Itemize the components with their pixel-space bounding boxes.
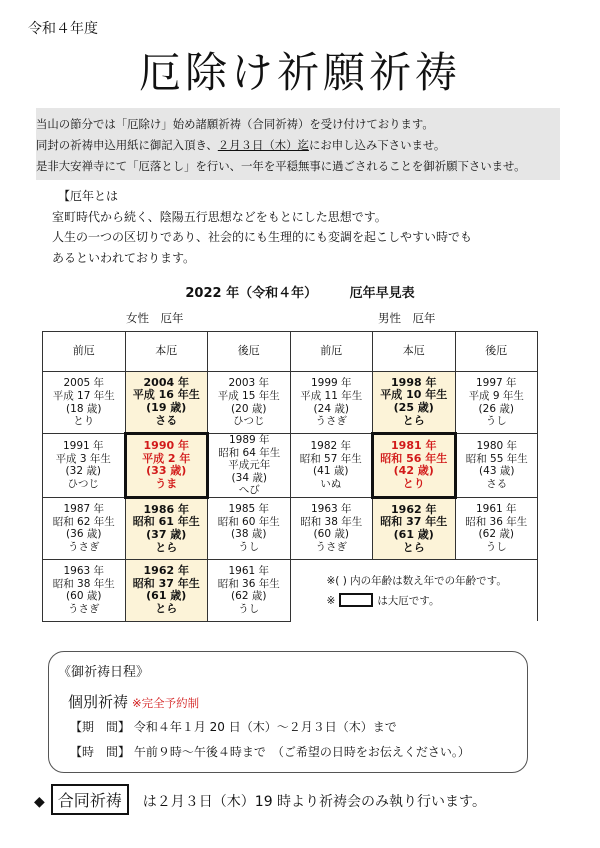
kobetsu-label: 個別祈祷	[68, 693, 129, 711]
year-cell-line: 1961 年	[228, 565, 270, 578]
year-cell-line: (19 歳)	[146, 401, 187, 414]
taiyaku-box-sample	[339, 593, 373, 607]
period-row	[70, 718, 397, 735]
table-header-cell: 本厄	[373, 332, 456, 372]
year-cell	[125, 559, 208, 621]
year-cell-line: (43 歳)	[479, 465, 515, 478]
intro-line-2a: 同封の祈祷申込用紙に御記入頂き、	[36, 138, 218, 152]
table-row	[43, 434, 538, 498]
year-cell	[43, 372, 126, 434]
year-cell-line: 1986 年	[143, 502, 189, 516]
year-cell-line: 1980 年	[476, 440, 518, 453]
table-header-cell: 前厄	[43, 332, 126, 372]
note-taiyaku-text: は大厄です。	[377, 594, 440, 607]
year-cell-line: 1990 年	[143, 439, 189, 453]
year-cell-line: うさぎ	[315, 541, 347, 554]
table-notes	[290, 559, 538, 621]
year-cell-line: (25 歳)	[393, 401, 434, 414]
year-cell	[290, 372, 373, 434]
time-label: 【時 間】	[70, 745, 131, 759]
year-cell-line: うし	[485, 415, 507, 428]
year-cell-line: (62 歳)	[478, 528, 514, 541]
year-cell-line: とり	[402, 477, 425, 491]
period-label: 【期 間】	[70, 720, 131, 734]
year-cell-line: とら	[402, 540, 425, 554]
deadline-text: ２月３日（木）迄	[217, 138, 309, 152]
year-cell	[455, 497, 538, 559]
note-age: ※( ) 内の年齢は数え年での年齢です。	[326, 574, 507, 587]
year-cell-line: 平成 3 年生	[55, 452, 111, 465]
page-title: 厄除け祈願祈祷	[138, 48, 461, 97]
year-cell-line: 1962 年	[391, 502, 437, 516]
year-cell-line: 平成 9 年生	[468, 389, 524, 402]
year-cell-line: 平成 11 年生	[300, 389, 363, 402]
year-cell	[125, 434, 208, 498]
table-header-cell: 後厄	[208, 332, 291, 372]
year-cell-line: 2005 年	[63, 377, 105, 390]
female-group-label: 女性 厄年	[126, 311, 184, 325]
godo-label: 合同祈祷	[51, 784, 129, 815]
year-cell-line: (41 歳)	[313, 465, 349, 478]
year-cell-line: ひつじ	[67, 478, 99, 491]
table-title-label: 厄年早見表	[349, 286, 415, 301]
year-cell-line: 1997 年	[475, 377, 517, 390]
year-cell-line: 昭和 55 年生	[465, 452, 528, 465]
diamond-icon: ◆	[34, 794, 45, 810]
era-label: 令和４年度	[28, 21, 98, 37]
yakudoshi-table	[42, 331, 538, 622]
year-cell-line: 1963 年	[310, 503, 352, 516]
year-cell-line: 昭和 56 年生	[380, 451, 448, 465]
year-cell	[208, 497, 291, 559]
year-cell-line: とら	[155, 602, 178, 616]
year-cell-line: 平成元年	[228, 459, 271, 472]
year-cell-line: 昭和 62 年生	[52, 515, 115, 528]
year-cell-line: いぬ	[320, 478, 342, 491]
year-cell-line: ひつじ	[233, 415, 265, 428]
year-cell	[125, 372, 208, 434]
year-cell-line: うさぎ	[68, 603, 100, 616]
year-cell	[43, 434, 126, 498]
year-cell	[373, 372, 456, 434]
intro-line-1: 当山の節分では「厄除け」始め諸願祈祷（合同祈祷）を受け付けております。	[36, 117, 434, 131]
time-row	[70, 743, 470, 760]
year-cell-line: (32 歳)	[65, 465, 101, 478]
year-cell-line: とり	[73, 415, 95, 428]
year-cell-line: 1962 年	[143, 564, 189, 578]
year-cell	[125, 497, 208, 559]
year-cell-line: 昭和 37 年生	[132, 576, 200, 590]
schedule-title: 《御祈祷日程》	[58, 665, 150, 680]
year-cell-line: 昭和 38 年生	[52, 577, 115, 590]
kobetsu-heading	[68, 691, 199, 712]
year-cell-line: 昭和 36 年生	[465, 515, 528, 528]
year-cell-line: (34 歳)	[231, 471, 267, 484]
table-header-cell: 後厄	[455, 332, 538, 372]
year-cell-line: 昭和 57 年生	[299, 452, 362, 465]
table-row	[43, 559, 538, 621]
year-cell	[455, 372, 538, 434]
year-cell	[373, 434, 456, 498]
year-cell-line: 1961 年	[475, 503, 517, 516]
year-cell-line: (60 歳)	[66, 590, 102, 603]
year-cell-line: 平成 2 年	[142, 451, 191, 465]
table-header-row	[43, 332, 538, 372]
year-cell-line: 昭和 37 年生	[380, 515, 448, 529]
note-taiyaku-mark: ※	[326, 594, 336, 607]
year-cell-line: (33 歳)	[146, 464, 187, 478]
year-cell	[208, 559, 291, 621]
year-cell	[208, 434, 291, 498]
year-cell	[373, 497, 456, 559]
year-cell-line: (18 歳)	[66, 402, 102, 415]
year-cell-line: 昭和 64 年生	[218, 446, 281, 459]
intro-box	[36, 108, 560, 180]
year-cell-line: (61 歳)	[146, 589, 187, 603]
year-cell	[208, 372, 291, 434]
year-cell-line: (37 歳)	[146, 527, 187, 541]
year-cell-line: うし	[238, 603, 260, 616]
note-taiyaku	[327, 591, 538, 611]
year-cell-line: 1991 年	[62, 440, 104, 453]
year-cell-line: (36 歳)	[66, 528, 102, 541]
year-cell-line: 2004 年	[143, 375, 189, 389]
year-cell-line: さる	[486, 478, 508, 491]
year-cell	[455, 434, 538, 498]
definition-line-2: 人生の一つの区切りであり、社会的にも生理的にも変調を起こしやすい時でも	[52, 230, 473, 244]
intro-line-3: 是非大安禅寺にて「厄落とし」を行い、一年を平穏無事に過ごされることを御祈願下さいませ。	[36, 159, 526, 173]
year-cell	[290, 434, 373, 498]
year-cell-line: 1998 年	[391, 375, 437, 389]
year-cell-line: (60 歳)	[313, 528, 349, 541]
definition-line-1: 室町時代から続く、陰陽五行思想などをもとにした思想です。	[52, 209, 387, 224]
year-cell-line: 1987 年	[63, 503, 105, 516]
year-cell-line: 昭和 60 年生	[217, 515, 280, 528]
year-cell-line: (26 歳)	[478, 402, 514, 415]
year-cell-line: 1985 年	[228, 503, 270, 516]
year-cell-line: 2003 年	[228, 377, 270, 390]
year-cell-line: 昭和 36 年生	[217, 577, 280, 590]
year-cell-line: うま	[155, 477, 178, 491]
table-title	[0, 282, 600, 301]
year-cell-line: (62 歳)	[231, 590, 267, 603]
reservation-note: ※完全予約制	[132, 696, 200, 710]
year-cell-line: 1981 年	[391, 439, 437, 453]
year-cell-line: 1982 年	[310, 440, 352, 453]
year-cell-line: (38 歳)	[231, 528, 267, 541]
table-row	[43, 372, 538, 434]
year-cell-line: (20 歳)	[231, 402, 267, 415]
time-value: 午前９時～午後４時まで （ご希望の日時をお伝えください。）	[133, 745, 470, 759]
year-cell	[43, 559, 126, 621]
year-cell-line: (24 歳)	[313, 402, 349, 415]
godo-line	[34, 784, 486, 815]
table-row	[43, 497, 538, 559]
year-cell-line: うさぎ	[68, 541, 100, 554]
year-cell-line: へび	[238, 484, 260, 497]
definition-heading: 【厄年とは	[58, 189, 119, 203]
year-cell-line: 平成 10 年生	[380, 388, 448, 402]
year-cell-line: (61 歳)	[393, 527, 434, 541]
year-cell-line: (42 歳)	[393, 464, 434, 478]
year-cell-line: 1999 年	[310, 377, 352, 390]
table-title-year: 2022 年（令和４年）	[185, 286, 318, 301]
definition-line-3: あるといわれております。	[52, 250, 196, 265]
period-value: 令和４年１月 20 日（木）～２月３日（木）まで	[133, 720, 397, 734]
year-cell-line: 1989 年	[228, 434, 270, 446]
table-header-cell: 前厄	[290, 332, 373, 372]
year-cell-line: うし	[238, 541, 260, 554]
year-cell-line: 平成 17 年生	[52, 389, 115, 402]
year-cell-line: うし	[485, 541, 507, 554]
year-cell	[290, 497, 373, 559]
year-cell-line: とら	[155, 540, 178, 554]
godo-text: は２月３日（木）19 時より祈祷会のみ執り行います。	[142, 794, 486, 810]
year-cell-line: 平成 15 年生	[217, 389, 280, 402]
year-cell-line: さる	[155, 413, 178, 427]
year-cell-line: うさぎ	[315, 415, 347, 428]
year-cell-line: とら	[402, 413, 425, 427]
year-cell-line: 平成 16 年生	[132, 388, 200, 402]
year-cell-line: 1963 年	[63, 565, 105, 578]
yakudoshi-definition	[52, 186, 472, 268]
year-cell-line: 昭和 61 年生	[132, 515, 200, 529]
intro-line-2c: にお申し込み下さいませ。	[308, 138, 446, 152]
male-group-label: 男性 厄年	[378, 311, 436, 325]
table-header-cell: 本厄	[125, 332, 208, 372]
year-cell-line: 昭和 38 年生	[300, 515, 363, 528]
intro-line-2	[36, 135, 560, 156]
year-cell	[43, 497, 126, 559]
